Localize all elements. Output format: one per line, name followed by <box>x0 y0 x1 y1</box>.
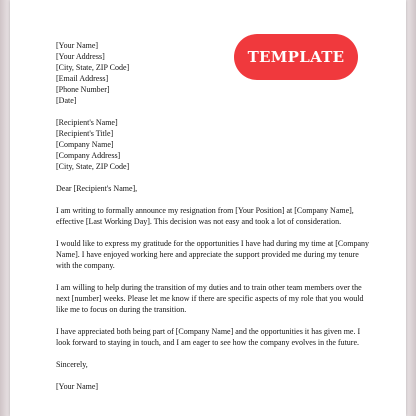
sender-name: [Your Name] <box>56 41 99 50</box>
recipient-name: [Recipient's Name] <box>56 118 118 127</box>
closing: Sincerely, <box>56 360 88 369</box>
salutation: Dear [Recipient's Name], <box>56 184 138 193</box>
recipient-city-state-zip: [City, State, ZIP Code] <box>56 162 130 171</box>
letter-page <box>10 0 406 416</box>
body-paragraph-3: I am willing to help during the transition of my duties and to train other team members over the next [number] weeks. Please let me know if there are specific aspects of my role that you would like me to focus on during the transition. <box>56 283 364 314</box>
resignation-letter <box>56 40 374 403</box>
body-paragraph-1: I am writing to formally announce my resignation from [Your Position] at [Company Name], effective [Last Working Day]. This decision was not easy and took a lot of consideration. <box>56 206 354 226</box>
signature: [Your Name] <box>56 382 99 391</box>
recipient-company-address: [Company Address] <box>56 151 121 160</box>
sender-block <box>56 40 374 106</box>
template-badge-label: TEMPLATE <box>247 48 345 66</box>
recipient-block <box>56 117 374 172</box>
sender-address: [Your Address] <box>56 52 105 61</box>
letter-date: [Date] <box>56 96 77 105</box>
body-paragraph-4: I have appreciated both being part of [Company Name] and the opportunities it has given me. I look forward to staying in touch, and I am eager to see how the company evolves in the future. <box>56 327 361 347</box>
body-paragraph-2: I would like to express my gratitude for the opportunities I have had during my time at [Company Name]. I have enjoyed working here and appreciate the support provided me during my tenure with the company. <box>56 239 370 270</box>
recipient-title: [Recipient's Title] <box>56 129 114 138</box>
sender-email: [Email Address] <box>56 74 109 83</box>
recipient-company: [Company Name] <box>56 140 114 149</box>
sender-city-state-zip: [City, State, ZIP Code] <box>56 63 130 72</box>
sender-phone: [Phone Number] <box>56 85 110 94</box>
